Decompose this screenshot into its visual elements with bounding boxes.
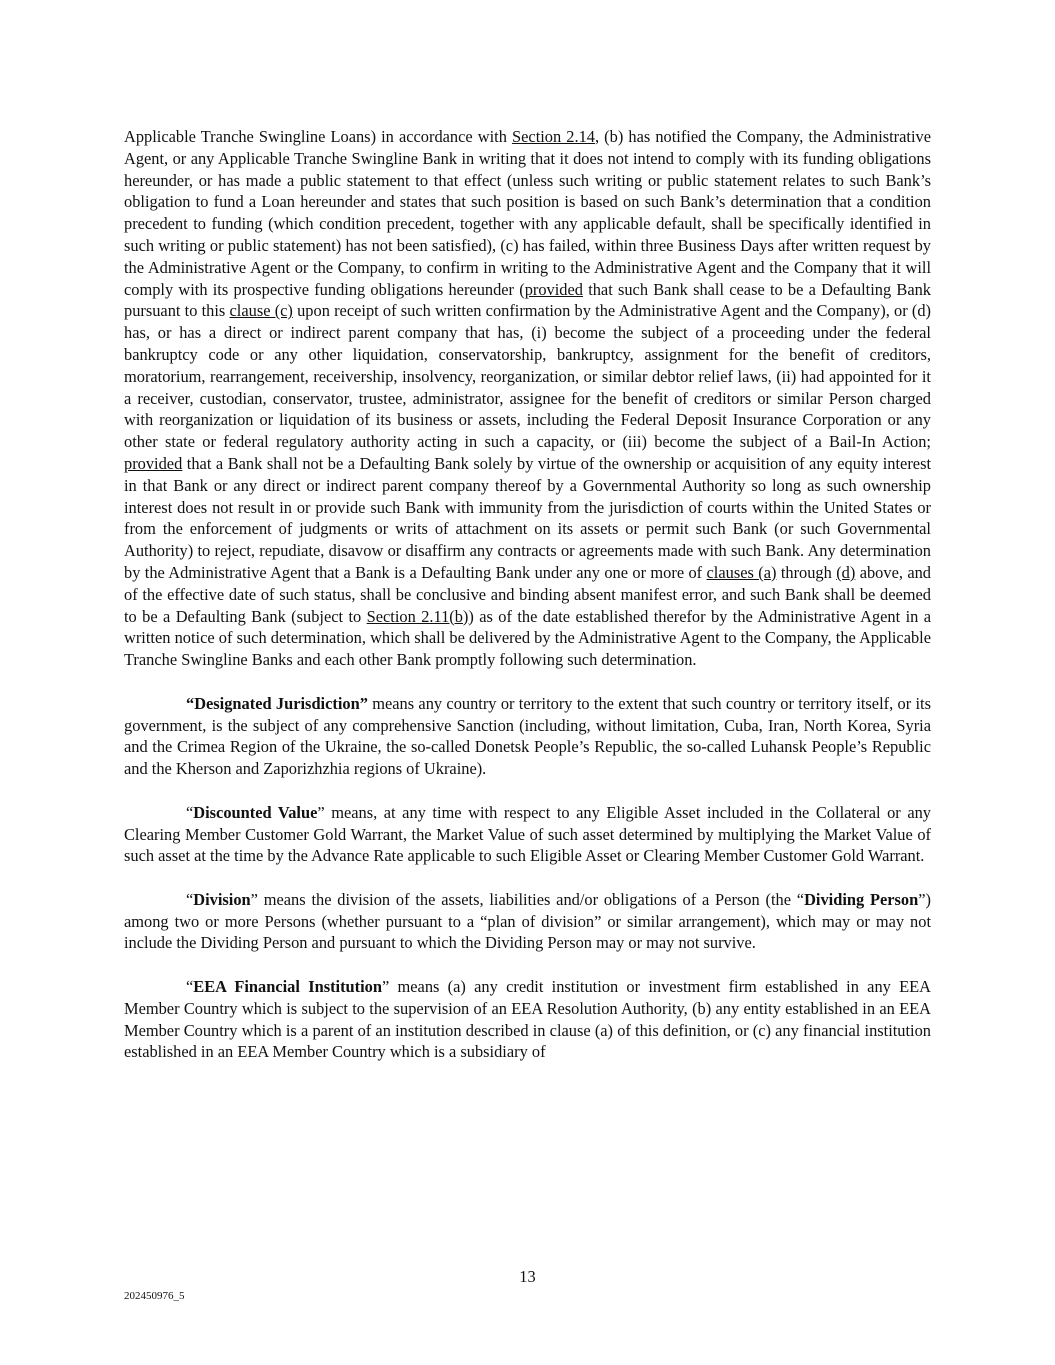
defaulting-bank-continuation-paragraph	[124, 126, 931, 671]
defined-term: “Designated Jurisdiction”	[186, 693, 368, 713]
text-run: that such Bank shall cease to be a Defaulting Bank pursuant to this	[124, 279, 931, 321]
defined-term: EEA Financial Institution	[193, 977, 382, 997]
definition-text: ” means, at any time with respect to any Eligible Asset included in the Collateral or any Clearing Member Customer Gold Warrant, the Market Value of such asset determined by multiplying the Market Value of such asset at the time by the Advance Rate applicable to such Eligible Asset or Clearing Member Customer Gold Warrant.	[124, 802, 932, 866]
definition-discounted-value	[124, 802, 931, 867]
text-run: above, and of the effective date of such status, shall be conclusive and binding absent manifest error, and such Bank shall be deemed to be a Defaulting Bank (subject to	[124, 562, 931, 626]
proviso-term: provided	[124, 453, 183, 473]
quote-mark: “	[186, 977, 194, 997]
defined-term: Division	[193, 889, 251, 909]
text-run: Applicable Tranche Swingline Loans) in accordance with	[124, 127, 513, 146]
text-run: through	[776, 562, 837, 582]
text-run: ) as of the date established therefor by the Administrative Agent in a written notice of such determination, which shall be delivered by the Administrative Agent to the Company, the Applicable Tranche Swingline Banks and each other Bank promptly following such determination.	[124, 606, 931, 670]
definition-text: ” means the division of the assets, liabilities and/or obligations of a Person (the “	[250, 889, 805, 909]
page-number: 13	[519, 1267, 536, 1286]
defined-term: Discounted Value	[193, 802, 318, 822]
defined-term: Dividing Person	[804, 889, 919, 909]
text-run: , (b) has notified the Company, the Administrative Agent, or any Applicable Tranche Swingline Bank in writing that it does not intend to comply with its funding obligations hereunder, or has made a public statement to that effect (unless such writing or public statement relates to such Bank’s obligation to fund a Loan hereunder and states that such position is based on such Bank’s determination that a condition precedent to funding (which condition precedent, together with any applicable default, shall be specifically identified in such writing or public statement) has not been satisfied), (c) has failed, within three Business Days after written request by the Administrative Agent or the Company, to confirm in writing to the Administrative Agent and the Company that it will comply with its prospective funding obligations hereunder (	[124, 127, 931, 299]
definition-division	[124, 889, 931, 954]
section-reference: Section 2.14	[512, 127, 595, 146]
definition-designated-jurisdiction	[124, 693, 931, 780]
document-id: 202450976_5	[124, 1290, 185, 1302]
clause-reference: clauses (a)	[706, 562, 777, 582]
definition-text: means any country or territory to the extent that such country or territory itself, or its government, is the subject of any comprehensive Sanction (including, without limitation, Cuba, Iran, North Korea, Syria and the Crimea Region of the Ukraine, the so-called Donetsk People’s Republic, the so-called Luhansk People’s Republic and the Kherson and Zaporizhzhia regions of Ukraine).	[124, 693, 931, 779]
definition-eea-financial-institution	[124, 976, 931, 1063]
quote-mark: “	[186, 802, 194, 822]
text-run: upon receipt of such written confirmation by the Administrative Agent and the Company), or (d) has, or has a direct or indirect parent company that has, (i) become the subject of a proceeding under the federal bankruptcy code or any other liquidation, conservatorship, bankruptcy, assignment for the benefit of creditors, moratorium, rearrangement, receivership, insolvency, reorganization, or similar debtor relief laws, (ii) had appointed for it a receiver, custodian, conservator, trustee, administrator, assignee for the benefit of creditors or similar Person charged with reorganization or liquidation of its business or assets, including the Federal Deposit Insurance Corporation or any other state or federal regulatory authority acting in such a capacity, or (iii) become the subject of a Bail-In Action;	[124, 301, 931, 452]
page-body	[124, 126, 931, 1085]
text-run: that a Bank shall not be a Defaulting Bank solely by virtue of the ownership or acquisition of any equity interest in that Bank or any direct or indirect parent company thereof by a Governmental Authority so long as such ownership interest does not result in or provide such Bank with immunity from the jurisdiction of courts within the United States or from the enforcement of judgments or writs of attachment on its assets or permit such Bank (or such Governmental Authority) to reject, repudiate, disavow or disaffirm any contracts or agreements made with such Bank. Any determination by the Administrative Agent that a Bank is a Defaulting Bank under any one or more of	[124, 453, 931, 582]
clause-reference: clause (c)	[229, 301, 293, 321]
section-reference: Section 2.11(b)	[366, 606, 469, 626]
clause-reference: (d)	[836, 562, 856, 582]
definition-text: ”) among two or more Persons (whether pursuant to a “plan of division” or similar arrangement), which may or may not include the Dividing Person and pursuant to which the Dividing Person may or may not survive.	[124, 889, 931, 953]
quote-mark: “	[186, 889, 194, 909]
proviso-term: provided	[524, 279, 583, 299]
definition-text: ” means (a) any credit institution or investment firm established in any EEA Member Country which is subject to the supervision of an EEA Resolution Authority, (b) any entity established in an EEA Member Country which is a parent of an institution described in clause (a) of this definition, or (c) any financial institution established in an EEA Member Country which is a subsidiary of	[124, 977, 931, 1062]
